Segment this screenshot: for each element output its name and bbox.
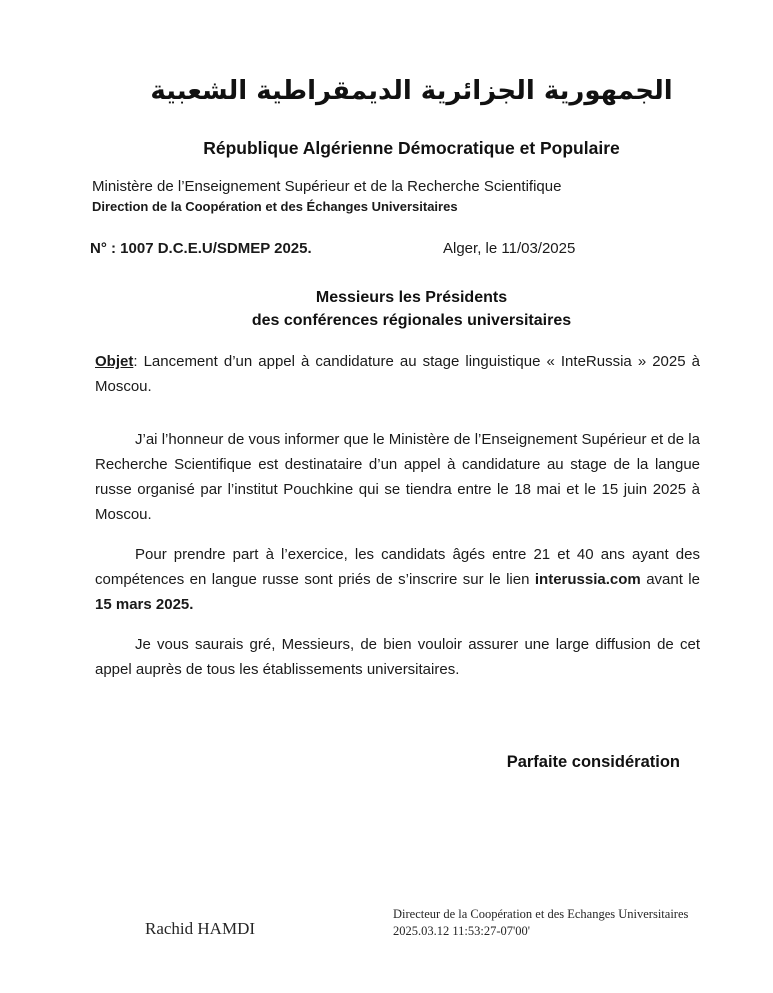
signer-name: Rachid HAMDI [145,919,256,938]
paragraph2-text-start: Pour prendre part à l’exercice, les candidats âgés entre 21 et 40 ans ayant des compétences en langue russe sont priés de s’inscrire sur le lien [95,546,700,588]
paragraph-introduction: J’ai l’honneur de vous informer que le Ministère de l’Enseignement Supérieur et de la Recherche Scientifique est destinataire d’un appel à candidature au stage de la langue russe organisé par l’institut Pouchkine qui se tiendra entre le 18 mai et le 15 juin 2025 à Moscou. [95,431,700,523]
deadline-text: 15 mars 2025. [95,596,194,613]
signature-title: Directeur de la Coopération et des Echanges Universitaires [393,907,689,921]
place-and-date: Alger, le 11/03/2025 [443,240,576,257]
republic-title-arabic: الجمهورية الجزائرية الديمقراطية الشعبية [150,76,673,106]
addressee-line-2: des conférences régionales universitaires [251,312,572,329]
paragraph2-text-mid: avant le [640,571,700,588]
registration-link-text: interussia.com [534,571,641,588]
subject-line [95,349,700,399]
letter-body [95,349,700,682]
subject-label: Objet [95,353,134,370]
letter-header [95,0,728,160]
ministry-line: Ministère de l’Enseignement Supérieur et de la Recherche Scientifique [92,178,562,195]
reference-row [90,239,700,259]
paragraph-diffusion-request: Je vous saurais gré, Messieurs, de bien vouloir assurer une large diffusion de cet appel auprès de tous les établissements universitaires. [95,636,700,678]
addressee-line-1: Messieurs les Présidents [315,289,508,306]
closing-salutation: Parfaite considération [506,753,680,771]
addressee-block [95,286,728,332]
paragraph-conditions [95,542,700,617]
direction-line: Direction de la Coopération et des Échanges Universitaires [92,199,458,214]
signature-timestamp: 2025.03.12 11:53:27-07'00' [393,924,531,938]
digital-signature-block [393,906,688,940]
subject-text: : Lancement d’un appel à candidature au stage linguistique « InteRussia » 2025 à Moscou. [95,353,700,395]
republic-title-french: République Algérienne Démocratique et Populaire [203,138,620,158]
reference-number: N° : 1007 D.C.E.U/SDMEP 2025. [90,240,312,257]
